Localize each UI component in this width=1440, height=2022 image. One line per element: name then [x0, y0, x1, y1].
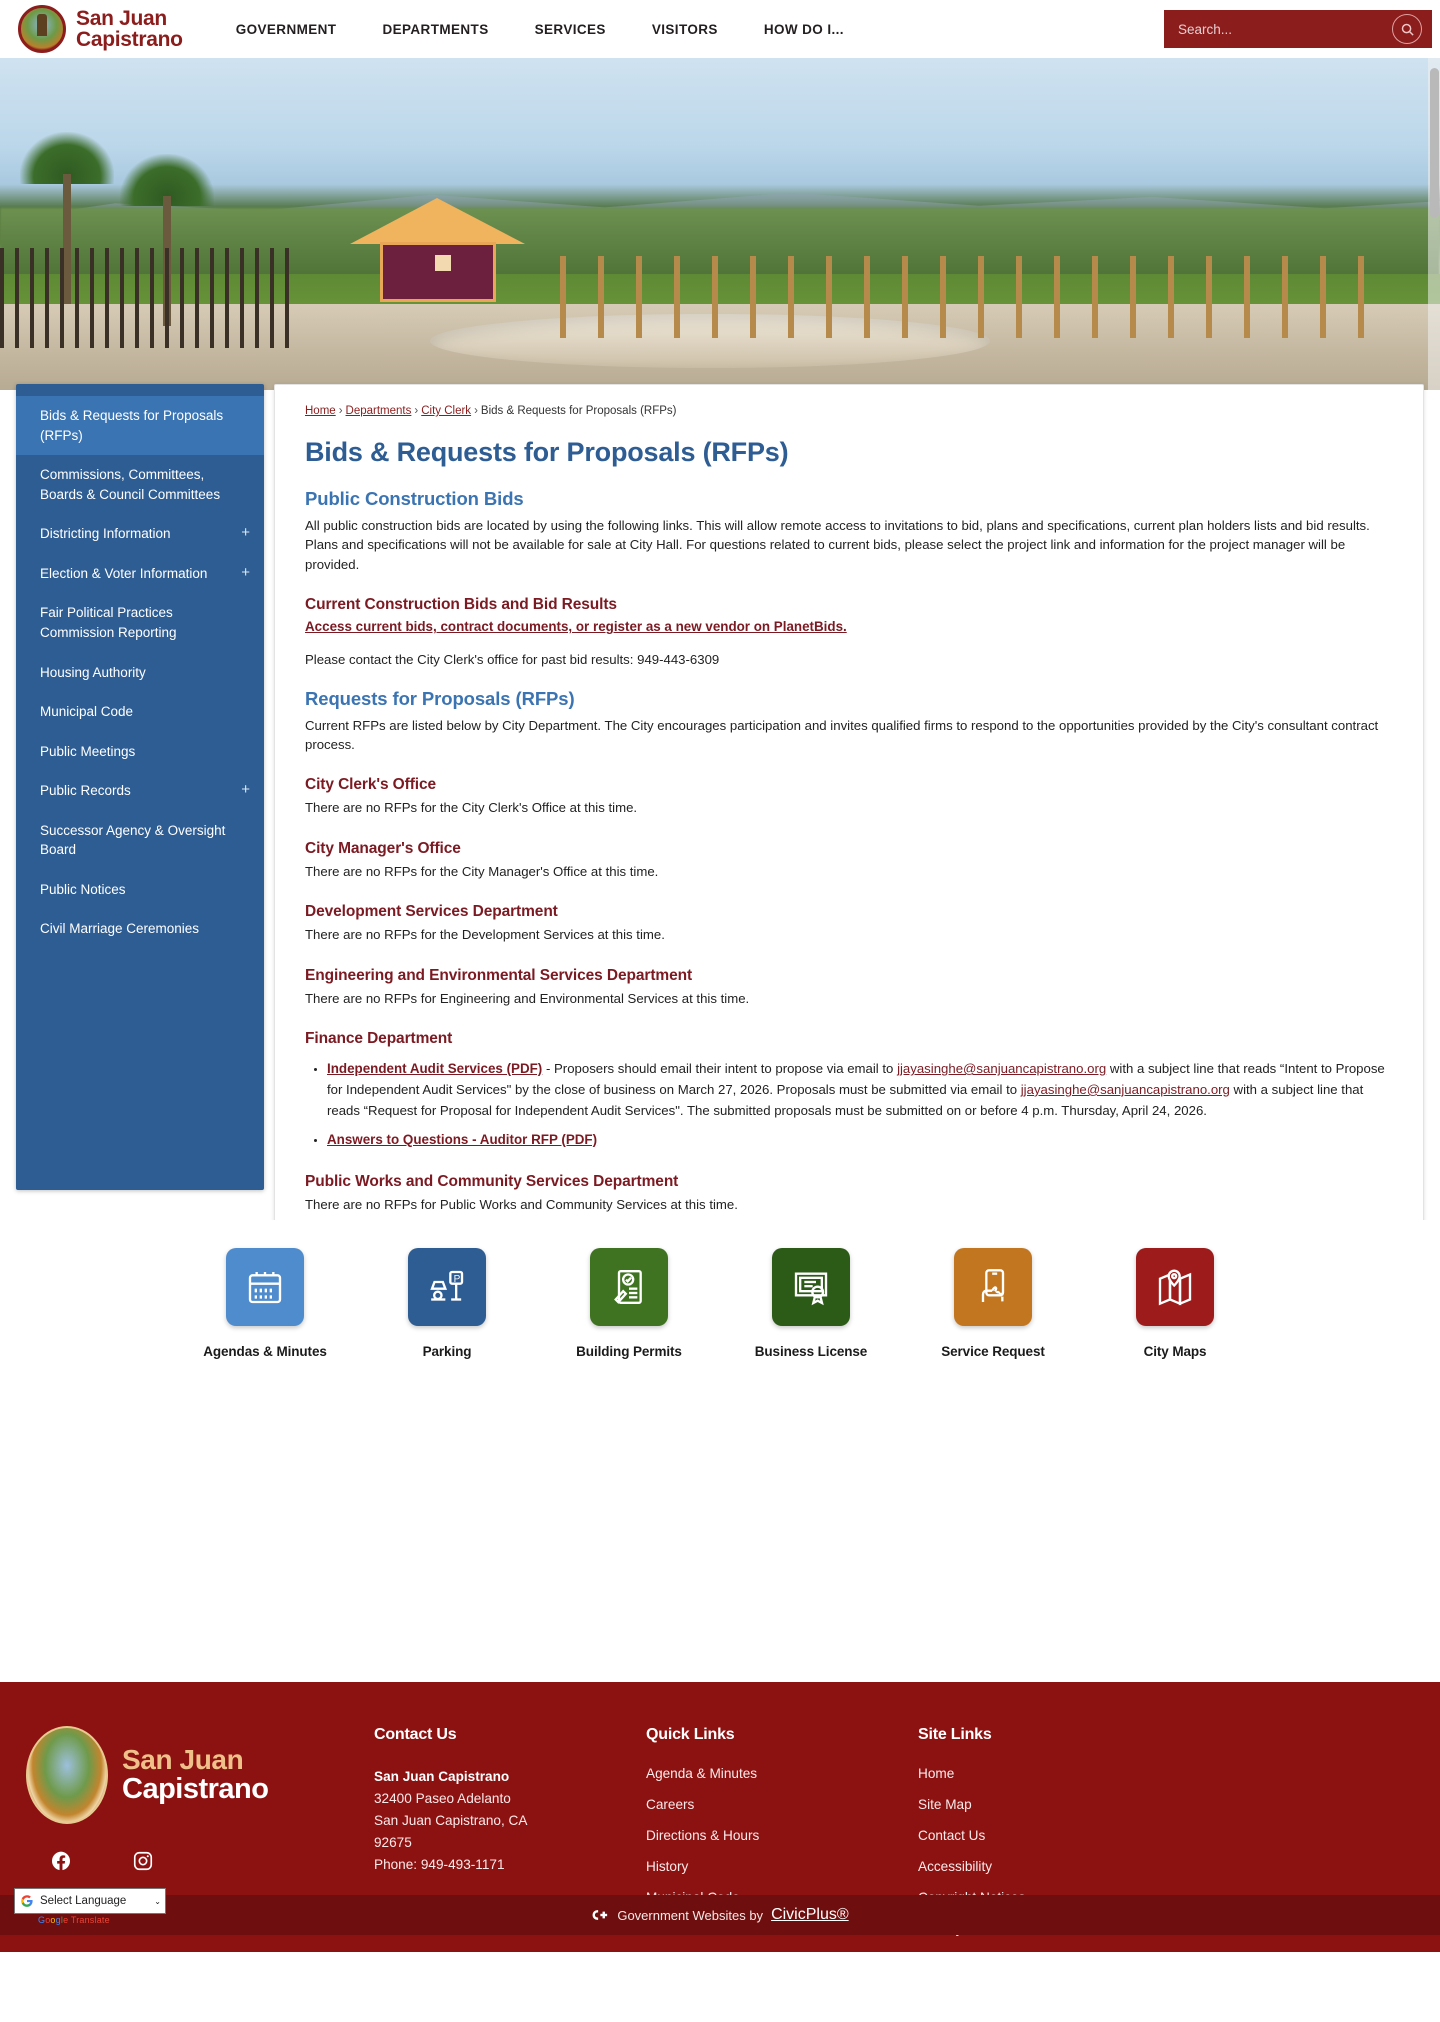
main-content — [274, 384, 1424, 1253]
footer-org-name: San Juan Capistrano — [374, 1769, 510, 1784]
sidebar-item-commissions[interactable] — [16, 455, 264, 514]
footer-address-line-1: 32400 Paseo Adelanto — [374, 1791, 511, 1807]
quicklink-label: Business License — [754, 1344, 868, 1359]
sidebar-expand-icon[interactable]: + — [241, 563, 250, 581]
finance-rfp-list — [327, 1058, 1393, 1150]
sidebar-item-label: Successor Agency & Oversight Board — [40, 822, 226, 858]
phone-tap-icon — [973, 1267, 1013, 1307]
nav-item-departments[interactable]: DEPARTMENTS — [382, 21, 489, 37]
site-header — [0, 0, 1440, 58]
development-services-body: There are no RFPs for the Development Services at this time. — [305, 927, 665, 943]
sidebar-item-housing-authority[interactable] — [16, 653, 264, 693]
footer-link-history[interactable]: History — [646, 1859, 689, 1874]
footer-link-careers[interactable]: Careers — [646, 1797, 695, 1812]
breadcrumb-home[interactable]: Home — [305, 405, 336, 417]
calendar-icon — [245, 1267, 285, 1307]
page-title: Bids & Requests for Proposals (RFPs) — [305, 437, 789, 467]
city-clerk-office-body: There are no RFPs for the City Clerk's Office at this time. — [305, 800, 638, 816]
facebook-icon[interactable] — [50, 1850, 72, 1872]
sidebar-item-successor-agency[interactable] — [16, 811, 264, 870]
sidebar-item-fppc-reporting[interactable] — [16, 593, 264, 652]
footer-link-directions-hours[interactable]: Directions & Hours — [646, 1828, 760, 1843]
city-seal-icon — [26, 1726, 108, 1824]
sidebar-item-districting[interactable] — [16, 514, 264, 554]
instagram-icon[interactable] — [132, 1850, 154, 1872]
sidebar-item-bids-rfps[interactable] — [16, 396, 264, 455]
quicklink-city-maps[interactable] — [1084, 1248, 1266, 1359]
quicklink-label: Parking — [422, 1344, 472, 1359]
independent-audit-services-link[interactable]: Independent Audit Services (PDF) — [327, 1061, 543, 1077]
quicklink-tile — [408, 1248, 486, 1326]
sidebar-item-public-notices[interactable] — [16, 870, 264, 910]
quicklink-business-license[interactable] — [720, 1248, 902, 1359]
footer-link-contact-us[interactable]: Contact Us — [918, 1828, 986, 1843]
permit-document-icon — [609, 1267, 649, 1307]
footer-brand-line-2: Capistrano — [122, 1773, 269, 1806]
language-selector[interactable] — [14, 1888, 166, 1914]
planetbids-link[interactable]: Access current bids, contract documents, or register as a new vendor on PlanetBids. — [305, 619, 847, 635]
quicklink-tile — [954, 1248, 1032, 1326]
finance-text-part-1: - Proposers should email their intent to propose via email to — [542, 1061, 898, 1077]
quicklink-service-request[interactable] — [902, 1248, 1084, 1359]
sidebar-item-label: Bids & Requests for Proposals (RFPs) — [40, 408, 224, 443]
rfp-heading: Requests for Proposals (RFPs) — [305, 687, 575, 709]
footer-quick-links-heading: Quick Links — [646, 1726, 735, 1743]
quicklink-agendas-minutes[interactable] — [174, 1248, 356, 1359]
public-construction-bids-heading: Public Construction Bids — [305, 488, 524, 509]
chevron-down-icon: ⌄ — [154, 1896, 161, 1906]
footer-social-row — [26, 1824, 374, 1872]
nav-item-services[interactable]: SERVICES — [534, 21, 606, 37]
nav-item-how-do-i[interactable]: HOW DO I... — [763, 21, 844, 37]
breadcrumb-current: Bids & Requests for Proposals (RFPs) — [480, 405, 677, 417]
breadcrumb-departments[interactable]: Departments — [345, 405, 412, 417]
svg-text:P: P — [453, 1274, 461, 1285]
hero-post-row — [560, 256, 1370, 338]
page-scrollbar[interactable] — [1428, 58, 1440, 390]
quick-links-row — [0, 1220, 1440, 1383]
sidebar-item-public-meetings[interactable] — [16, 732, 264, 772]
footer-brand-line-1: San Juan — [122, 1744, 244, 1776]
barn-window — [435, 255, 451, 271]
footer-bottom-bar — [0, 1895, 1440, 1935]
past-bid-results-text: Please contact the City Clerk's office for past bid results: 949-443-6309 — [305, 652, 720, 668]
sidebar-expand-icon[interactable]: + — [241, 524, 250, 542]
public-construction-bids-body: All public construction bids are located by using the following links. This will allow remote access to invitations to bid, plans and specifications, current plan holders lists and bid results. Plans and specifications will not be available for sale at City Hall. For questions related to current bids, please select the project link and information for the project manager will be provided. — [305, 518, 1370, 572]
nav-item-visitors[interactable]: VISITORS — [651, 21, 718, 37]
finance-email-link-2[interactable]: jjayasinghe@sanjuancapistrano.org — [1020, 1081, 1230, 1097]
breadcrumb-separator: › — [414, 405, 419, 417]
sidebar-item-election-voter[interactable] — [16, 554, 264, 594]
search-button[interactable] — [1392, 14, 1422, 44]
city-clerk-office-heading: City Clerk's Office — [305, 776, 437, 794]
sidebar-item-municipal-code[interactable] — [16, 692, 264, 732]
hero-playground-barn — [350, 198, 525, 306]
quicklink-label: Service Request — [941, 1344, 1045, 1359]
city-manager-office-heading: City Manager's Office — [305, 839, 461, 857]
search-input[interactable] — [1178, 22, 1392, 37]
quicklink-tile — [772, 1248, 850, 1326]
list-item — [327, 1058, 1393, 1122]
footer-phone: Phone: 949-493-1171 — [374, 1857, 505, 1873]
public-works-heading: Public Works and Community Services Department — [305, 1172, 679, 1190]
footer-link-home[interactable]: Home — [918, 1766, 955, 1781]
google-translate-attribution: Google Translate — [38, 1915, 110, 1925]
map-pin-icon — [1155, 1267, 1195, 1307]
sidebar-item-label: Housing Authority — [40, 664, 146, 680]
current-bids-heading: Current Construction Bids and Bid Results — [305, 596, 617, 614]
city-seal-icon — [18, 5, 66, 53]
civicplus-icon — [591, 1908, 609, 1922]
sidebar-item-label: Districting Information — [40, 526, 171, 542]
sidebar-item-civil-marriage[interactable] — [16, 909, 264, 949]
finance-department-heading: Finance Department — [305, 1030, 453, 1048]
breadcrumb-separator: › — [474, 405, 478, 417]
sidebar-item-label: Municipal Code — [40, 704, 134, 720]
sidebar-item-label: Election & Voter Information — [40, 565, 208, 581]
search-bar — [1164, 10, 1432, 48]
breadcrumb-separator: › — [338, 405, 343, 417]
parking-meter-icon — [427, 1267, 467, 1307]
sidebar-item-public-records[interactable] — [16, 771, 264, 811]
google-icon — [20, 1894, 34, 1908]
footer-address-line-2: San Juan Capistrano, CA — [374, 1813, 528, 1829]
sidebar-item-label: Public Meetings — [40, 743, 136, 759]
brand-text — [76, 8, 183, 51]
barn-roof — [350, 198, 525, 244]
language-selector-label: Select Language — [40, 1895, 127, 1907]
engineering-environmental-body: There are no RFPs for Engineering and Environmental Services at this time. — [305, 990, 750, 1006]
spacer — [305, 674, 1393, 688]
nav-item-government[interactable]: GOVERNMENT — [235, 21, 337, 37]
sidebar-item-label: Civil Marriage Ceremonies — [40, 921, 200, 937]
quicklink-building-permits[interactable] — [538, 1248, 720, 1359]
footer-brand-text — [122, 1745, 268, 1805]
footer-brand-row[interactable] — [26, 1726, 374, 1824]
hero-banner-image — [0, 58, 1440, 390]
sidebar-item-label: Public Records — [40, 783, 131, 799]
sidebar-expand-icon[interactable]: + — [241, 781, 250, 799]
department-sidebar — [16, 384, 264, 1190]
city-manager-office-body: There are no RFPs for the City Manager's Office at this time. — [305, 863, 659, 879]
quicklink-parking[interactable] — [356, 1248, 538, 1359]
civicplus-link[interactable]: CivicPlus® — [771, 1906, 849, 1923]
scrollbar-thumb[interactable] — [1430, 68, 1439, 218]
public-works-body: There are no RFPs for Public Works and Community Services at this time. — [305, 1196, 738, 1212]
sidebar-item-label: Fair Political Practices Commission Reporting — [40, 605, 177, 640]
certificate-icon — [791, 1267, 831, 1307]
finance-text-part-2: with a subject line that reads “Intent to Propose for Independent Audit Services" by the close of business on March 27, 2026. Proposals must be submitted via email to — [327, 1061, 1385, 1097]
footer-link-site-map[interactable]: Site Map — [918, 1797, 972, 1812]
finance-text-part-3: with a subject line that reads “Request for Proposal for Independent Audit Services". The submitted proposals must be submitted on or before 4 p.m. Thursday, April 24, 2026. — [327, 1081, 1364, 1118]
content-row — [0, 384, 1440, 1253]
footer-site-links-heading: Site Links — [918, 1726, 992, 1743]
development-services-heading: Development Services Department — [305, 903, 558, 921]
footer-link-accessibility[interactable]: Accessibility — [918, 1859, 993, 1874]
hero-fence — [0, 248, 300, 348]
footer-link-agenda-minutes[interactable]: Agenda & Minutes — [646, 1766, 758, 1781]
breadcrumb — [305, 401, 1393, 425]
quicklink-label: City Maps — [1143, 1344, 1207, 1359]
site-logo[interactable] — [18, 5, 183, 53]
spacer — [305, 636, 1393, 650]
breadcrumb-city-clerk[interactable]: City Clerk — [421, 405, 472, 417]
rfp-body: Current RFPs are listed below by City Department. The City encourages participation and invites qualified firms to respond to the opportunities provided by the City's consultant contract process. — [305, 717, 1379, 753]
quicklink-label: Building Permits — [576, 1344, 682, 1359]
footer-address-line-3: 92675 — [374, 1835, 412, 1851]
sidebar-item-label: Public Notices — [40, 881, 126, 897]
engineering-environmental-heading: Engineering and Environmental Services Department — [305, 966, 693, 984]
answers-to-questions-link[interactable]: Answers to Questions - Auditor RFP (PDF) — [327, 1131, 598, 1147]
brand-line-2: Capistrano — [76, 28, 183, 51]
civicplus-text: Government Websites by — [617, 1907, 764, 1923]
search-icon — [1400, 22, 1415, 37]
footer-contact-heading: Contact Us — [374, 1726, 457, 1743]
sidebar-item-label: Commissions, Committees, Boards & Council Committees — [40, 467, 221, 502]
finance-email-link-1[interactable]: jjayasinghe@sanjuancapistrano.org — [897, 1061, 1107, 1077]
quicklink-tile — [590, 1248, 668, 1326]
quicklink-tile — [1136, 1248, 1214, 1326]
brand-line-1: San Juan — [76, 6, 167, 30]
quicklink-label: Agendas & Minutes — [203, 1344, 327, 1359]
barn-body — [380, 242, 496, 302]
main-navigation — [213, 14, 867, 45]
list-item — [327, 1129, 1393, 1151]
quicklink-tile — [226, 1248, 304, 1326]
